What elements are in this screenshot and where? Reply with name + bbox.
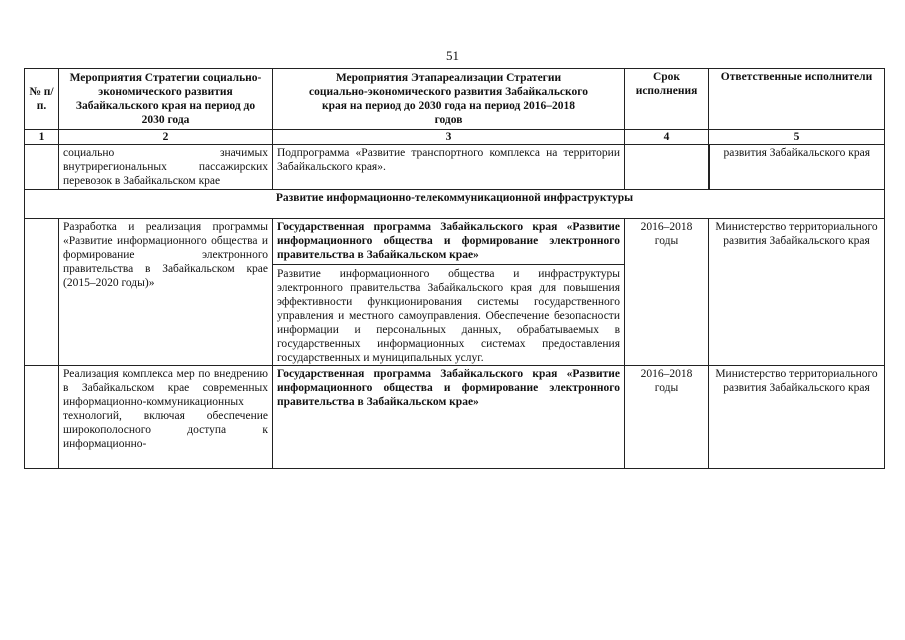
header-row	[25, 69, 885, 130]
column-index: 5	[709, 130, 885, 145]
header-responsible: Ответственные исполнители	[709, 69, 885, 130]
deadline-cell: 2016–2018 годы	[625, 366, 709, 469]
strategy-measure-cell: социально значимых внутрирегиональных пассажирских перевозок в Забайкальском крае	[59, 145, 273, 190]
stage-measure-cell: Подпрограмма «Развитие транспортного комплекса на территории Забайкальского края».	[273, 145, 625, 190]
deadline-cell	[625, 145, 709, 190]
responsible-cell: развития Забайкальского края	[709, 145, 885, 190]
table-row	[25, 366, 885, 469]
section-title: Развитие информационно-телекоммуникационной инфраструктуры	[25, 190, 885, 219]
column-index: 1	[25, 130, 59, 145]
strategy-measure-cell: Разработка и реализация программы «Развитие информационного общества и формирование электронного правительства в Забайкальском крае (2015–2020 годы)»	[59, 219, 273, 366]
program-description: Развитие информационного общества и инфраструктуры электронного правительства Забайкальского края для повышения эффективности функционирования системы государственного управления и местного самоуправления. Обеспечение безопасности информации и персональных данных, обрабатываемых в государственных информационных системах предоставления государственных и муниципальных услуг.	[277, 268, 620, 364]
strategy-measure-cell: Реализация комплекса мер по внедрению в Забайкальском крае современных информационно-коммуникационных технологий, включая обеспечение широкополосного доступа к информационно-	[59, 366, 273, 469]
responsible-cell: Министерство территориального развития Забайкальского края	[709, 219, 885, 366]
page-number: 51	[446, 48, 459, 63]
header-stage-measures: Мероприятия Этапареализации Стратегии социально-экономического развития Забайкальского края на период до 2030 года на период 2016–2018 годов	[273, 69, 625, 130]
header-strategy-measures: Мероприятия Стратегии социально-экономического развития Забайкальского края на период до 2030 года	[59, 69, 273, 130]
column-index-row	[25, 130, 885, 145]
responsible-cell: Министерство территориального развития Забайкальского края	[709, 366, 885, 469]
deadline-cell: 2016–2018 годы	[625, 219, 709, 366]
stage-measure-cell	[273, 219, 625, 366]
table-row	[25, 145, 885, 190]
column-index: 3	[273, 130, 625, 145]
program-title: Государственная программа Забайкальского края «Развитие информационного общества и формирование электронного правительства в Забайкальском крае»	[273, 219, 624, 265]
column-index: 2	[59, 130, 273, 145]
column-index: 4	[625, 130, 709, 145]
header-deadline: Срок исполнения	[625, 69, 709, 130]
section-row	[25, 190, 885, 219]
header-number: № п/п.	[25, 69, 59, 130]
strategy-table	[24, 68, 885, 469]
table-row	[25, 219, 885, 366]
program-title: Государственная программа Забайкальского края «Развитие информационного общества и формирование электронного правительства в Забайкальском крае»	[273, 366, 625, 469]
